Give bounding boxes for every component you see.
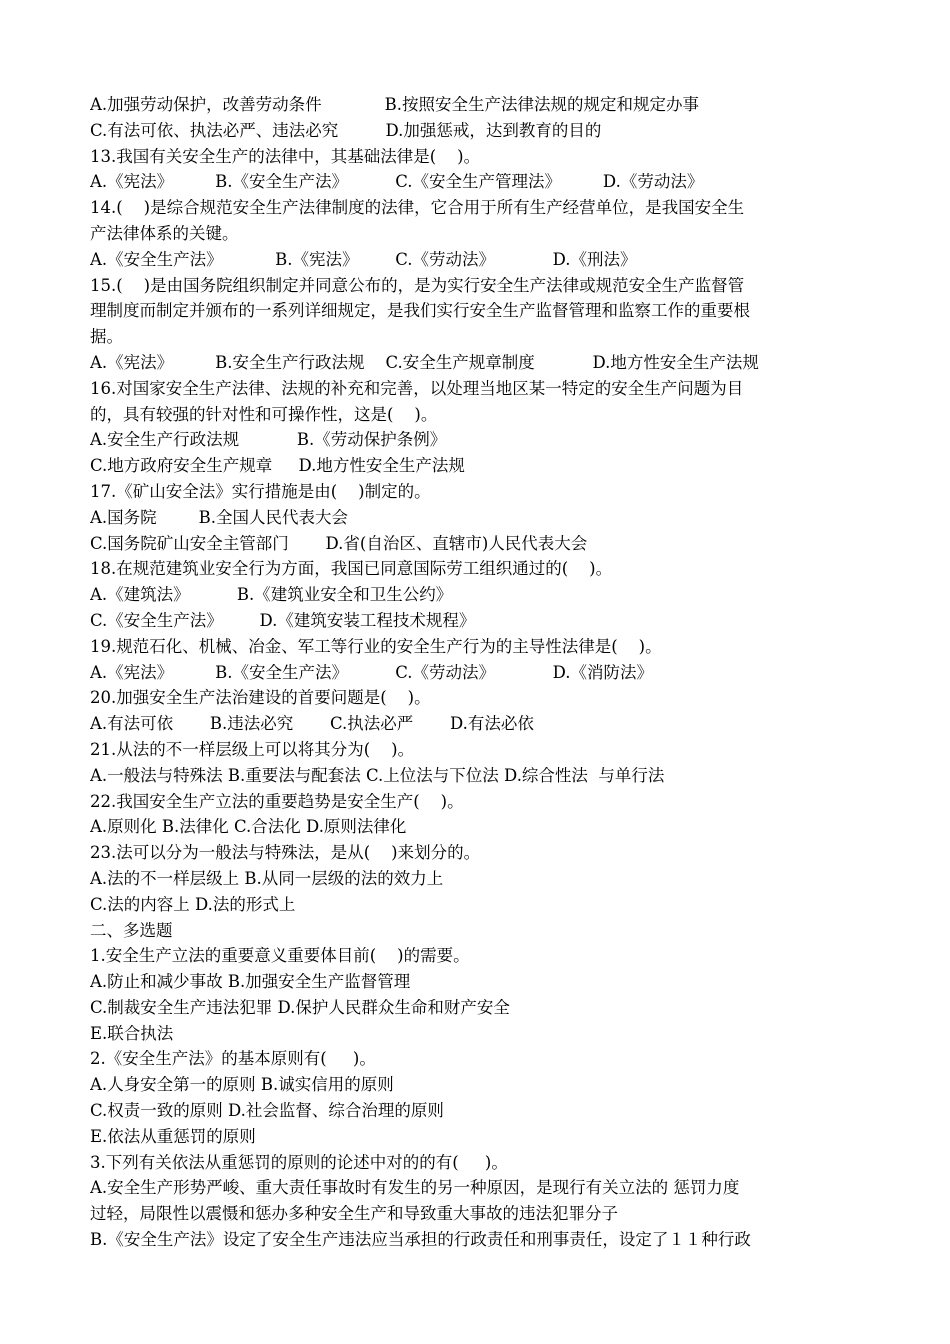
text-line: E.依法从重惩罚的原则 (90, 1126, 256, 1146)
text-line: 13.我国有关安全生产的法律中，其基础法律是( )。 (90, 146, 481, 166)
text-line: A.《宪法》 B.《安全生产法》 C.《劳动法》 D.《消防法》 (90, 662, 654, 682)
text-line: A.一般法与特殊法 B.重要法与配套法 C.上位法与下位法 D.综合性法 与单行法 (90, 765, 665, 785)
text-line: A.安全生产形势严峻、重大责任事故时有发生的另一种原因，是现行有关立法的 惩罚力度 (90, 1178, 740, 1198)
text-line: C.制裁安全生产违法犯罪 D.保护人民群众生命和财产安全 (90, 997, 510, 1017)
text-line: 22.我国安全生产立法的重要趋势是安全生产( )。 (90, 791, 464, 811)
text-line: 19.规范石化、机械、冶金、军工等行业的安全生产行为的主导性法律是( )。 (90, 636, 662, 656)
text-line: C.《安全生产法》 D.《建筑安装工程技术规程》 (90, 610, 476, 630)
text-line: A.国务院 B.全国人民代表大会 (90, 507, 348, 527)
text-line: 3.下列有关依法从重惩罚的原则的论述中对的的有( )。 (90, 1152, 508, 1172)
text-line: 据。 (90, 327, 123, 347)
text-line: A.《宪法》 B.安全生产行政法规 C.安全生产规章制度 D.地方性安全生产法规 (90, 352, 759, 372)
text-line: 1.安全生产立法的重要意义重要体目前( )的需要。 (90, 946, 470, 966)
text-line: 15.( )是由国务院组织制定并同意公布的，是为实行安全生产法律或规范安全生产监督管 (90, 275, 745, 295)
text-line: A.《宪法》 B.《安全生产法》 C.《安全生产管理法》 D.《劳动法》 (90, 172, 704, 192)
text-line: C.权责一致的原则 D.社会监督、综合治理的原则 (90, 1101, 444, 1121)
text-line: A.人身安全第一的原则 B.诚实信用的原则 (90, 1075, 394, 1095)
text-line: 23.法可以分为一般法与特殊法，是从( )来划分的。 (90, 843, 481, 863)
text-line: A.有法可依 B.违法必究 C.执法必严 D.有法必依 (90, 714, 534, 734)
text-line: A.原则化 B.法律化 C.合法化 D.原则法律化 (90, 817, 407, 837)
text-line: C.地方政府安全生产规章 D.地方性安全生产法规 (90, 456, 465, 476)
text-line: A.加强劳动保护，改善劳动条件 B.按照安全生产法律法规的规定和规定办事 (90, 95, 699, 114)
text-line: 2.《安全生产法》的基本原则有( )。 (90, 1049, 376, 1069)
text-line: 18.在规范建筑业安全行为方面，我国已同意国际劳工组织通过的( )。 (90, 559, 613, 579)
text-line: A.防止和减少事故 B.加强安全生产监督管理 (90, 972, 411, 992)
text-line: C.法的内容上 D.法的形式上 (90, 894, 296, 914)
text-line: E.联合执法 (90, 1023, 174, 1043)
text-line: 17.《矿山安全法》实行措施是由( )制定的。 (90, 481, 431, 501)
text-line: 14.( )是综合规范安全生产法律制度的法律，它合用于所有生产经营单位，是我国安全生 (90, 198, 745, 218)
text-line: A.法的不一样层级上 B.从同一层级的法的效力上 (90, 868, 444, 888)
text-line: 过轻，局限性以震慑和惩办多种安全生产和导致重大事故的违法犯罪分子 (90, 1204, 618, 1224)
text-line: 理制度而制定并颁布的一系列详细规定，是我们实行安全生产监督管理和监察工作的重要根 (90, 301, 750, 321)
text-line: C.国务院矿山安全主管部门 D.省(自治区、直辖市)人民代表大会 (90, 533, 588, 553)
text-line: 21.从法的不一样层级上可以将其分为( )。 (90, 739, 415, 759)
text-line: 产法律体系的关键。 (90, 223, 239, 243)
text-line: A.安全生产行政法规 B.《劳动保护条例》 (90, 430, 447, 450)
text-line: 16.对国家安全生产法律、法规的补充和完善，以处理当地区某一特定的安全生产问题为目 (90, 378, 744, 398)
text-line: 的，具有较强的针对性和可操作性，这是( )。 (90, 404, 438, 424)
text-line: B.《安全生产法》设定了安全生产违法应当承担的行政责任和刑事责任，设定了１１种行政 (90, 1230, 751, 1250)
text-line: C.有法可依、执法必严、违法必究 D.加强惩戒，达到教育的目的 (90, 120, 602, 140)
text-line: A.《建筑法》 B.《建筑业安全和卫生公约》 (90, 585, 453, 605)
text-line: A.《安全生产法》 B.《宪法》 C.《劳动法》 D.《刑法》 (90, 249, 637, 269)
text-line: 20.加强安全生产法治建设的首要问题是( )。 (90, 688, 431, 708)
text-line: 二、多选题 (90, 920, 173, 940)
document-body (90, 92, 880, 1253)
